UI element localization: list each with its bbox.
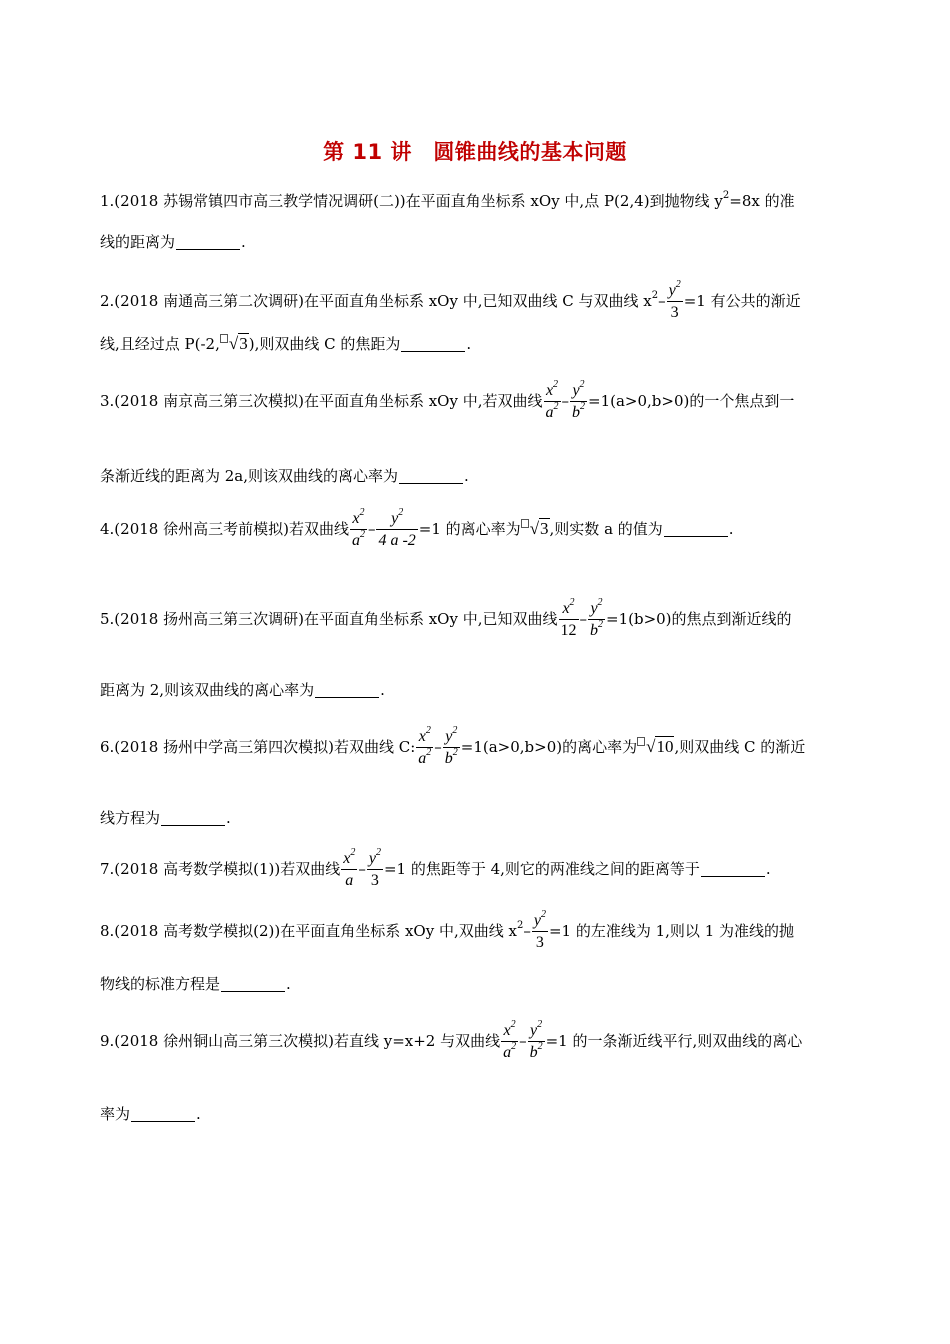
q7-period: . <box>765 860 771 878</box>
q2-exponent: 2 <box>651 290 659 301</box>
q2-frac-den: 3 <box>670 304 679 321</box>
question-2-line-2 <box>100 329 860 359</box>
q9-period: . <box>196 1105 201 1123</box>
q2-frac-num: $y^2$ <box>667 283 683 302</box>
q9-text-2: 率为 <box>100 1105 131 1123</box>
q9-text-end: =1 的一条渐近线平行,则双曲线的离心 <box>545 1032 803 1050</box>
q4-minus: – <box>367 520 376 538</box>
q1-period: . <box>241 233 246 251</box>
q2-text-2: 线,且经过点 P(-2, <box>100 335 220 353</box>
question-8-line-1 <box>100 908 860 954</box>
q4-answer-blank[interactable] <box>664 520 728 537</box>
question-6-line-2 <box>100 803 860 833</box>
q1-text: 1.(2018 苏锡常镇四市高三教学情况调研(二))在平面直角坐标系 xOy 中,点 P(2,4)到抛物线 y <box>100 192 723 210</box>
q7-fraction-2: $\frac{y^2}{3}$ <box>368 847 381 889</box>
q8-answer-blank[interactable] <box>221 975 285 992</box>
q4-placeholder-icon <box>521 519 529 528</box>
q5-text-2: 距离为 2,则该双曲线的离心率为 <box>100 681 315 699</box>
q4-fraction-1: $\frac{x^2}{a^2}$ <box>351 507 365 549</box>
q8-period: . <box>286 975 291 993</box>
question-5-line-1 <box>100 596 860 642</box>
q9-fraction-1: $\frac{x^2}{a^2}$ <box>503 1019 517 1061</box>
q2-period: . <box>466 335 472 353</box>
q5-answer-blank[interactable] <box>315 681 379 698</box>
q8-minus: – <box>523 922 531 940</box>
q2-text: 2.(2018 南通高三第二次调研)在平面直角坐标系 xOy 中,已知双曲线 C 与双曲线 x <box>100 292 652 310</box>
q2-placeholder-icon <box>220 334 228 343</box>
q6-text: 6.(2018 扬州中学高三第四次模拟)若双曲线 C: <box>100 738 416 756</box>
q7-text-end: =1 的焦距等于 4,则它的两准线之间的距离等于 <box>383 860 700 878</box>
q3-text-2: 条渐近线的距离为 2a,则该双曲线的离心率为 <box>100 467 399 485</box>
q4-fraction-2: $\frac{y^2}{4 a -2}$ <box>378 507 416 549</box>
question-4-line-1 <box>100 506 860 552</box>
q6-text-2: 线方程为 <box>100 809 161 827</box>
q6-text-end: ,则双曲线 C 的渐近 <box>674 738 806 756</box>
q5-fraction-2: $\frac{y^2}{b^2}$ <box>590 597 603 639</box>
q7-answer-blank[interactable] <box>701 860 765 877</box>
q7-text: 7.(2018 高考数学模拟(1))若双曲线 <box>100 860 341 878</box>
q2-sqrt: √3 <box>220 329 249 359</box>
q1-exponent: 2 <box>722 190 730 201</box>
q6-period: . <box>226 809 231 827</box>
question-6-line-1 <box>100 724 860 770</box>
question-8-line-2 <box>100 969 860 999</box>
question-5-line-2 <box>100 675 860 705</box>
q1-answer-blank[interactable] <box>176 233 240 250</box>
question-9-line-2 <box>100 1099 860 1129</box>
q4-period: . <box>728 520 734 538</box>
q9-fraction-2: $\frac{y^2}{b^2}$ <box>529 1019 543 1061</box>
q2-answer-blank[interactable] <box>401 335 465 352</box>
q5-period: . <box>380 681 385 699</box>
q8-fraction: $\frac{y^2}{3}$ <box>533 909 546 951</box>
q7-fraction-1: $\frac{x^2}{a}$ <box>343 847 356 889</box>
q3-text-end: =1(a>0,b>0)的一个焦点到一 <box>588 392 795 410</box>
question-1-line-1 <box>100 186 860 216</box>
q4-text-mid: =1 的离心率为 <box>418 520 521 538</box>
q8-text: 8.(2018 高考数学模拟(2))在平面直角坐标系 xOy 中,双曲线 x <box>100 922 517 940</box>
q3-answer-blank[interactable] <box>399 467 463 484</box>
q6-placeholder-icon <box>637 737 645 746</box>
q6-sqrt: √10 <box>637 724 674 770</box>
q2-text-3: ),则双曲线 C 的焦距为 <box>248 335 401 353</box>
q3-period: . <box>464 467 469 485</box>
q8-text-2: 物线的标准方程是 <box>100 975 221 993</box>
q7-minus: – <box>358 860 366 878</box>
question-9-line-1 <box>100 1018 860 1064</box>
q9-minus: – <box>519 1032 527 1050</box>
q4-text-end: ,则实数 a 的值为 <box>549 520 663 538</box>
q3-fraction-2: $\frac{y^2}{b^2}$ <box>572 379 585 421</box>
q6-answer-blank[interactable] <box>161 809 225 826</box>
q3-fraction-1: $\frac{x^2}{a^2}$ <box>545 379 559 421</box>
q1-text-2: 线的距离为 <box>100 233 176 251</box>
q8-exponent: 2 <box>516 920 524 931</box>
q1-text-end: =8x 的准 <box>729 192 795 210</box>
question-2-line-1 <box>100 278 860 324</box>
q2-minus: – <box>658 292 666 310</box>
q5-text: 5.(2018 扬州高三第三次调研)在平面直角坐标系 xOy 中,已知双曲线 <box>100 610 558 628</box>
question-1-line-2 <box>100 227 860 257</box>
q6-fraction-2: $\frac{y^2}{b^2}$ <box>444 725 458 767</box>
q5-minus: – <box>579 610 587 628</box>
question-7-line-1 <box>100 846 860 892</box>
q4-sqrt: √3 <box>521 506 550 552</box>
q6-text-mid: =1(a>0,b>0)的离心率为 <box>460 738 638 756</box>
q8-text-end: =1 的左准线为 1,则以 1 为准线的抛 <box>548 922 795 940</box>
q3-text: 3.(2018 南京高三第三次模拟)在平面直角坐标系 xOy 中,若双曲线 <box>100 392 543 410</box>
q2-text-end: =1 有公共的渐近 <box>683 292 801 310</box>
q4-text: 4.(2018 徐州高三考前模拟)若双曲线 <box>100 520 349 538</box>
q6-fraction-1: $\frac{x^2}{a^2}$ <box>418 725 432 767</box>
q3-minus: – <box>561 392 569 410</box>
question-3-line-2 <box>100 461 860 491</box>
q5-text-end: =1(b>0)的焦点到渐近线的 <box>606 610 792 628</box>
page-title: 第 11 讲 圆锥曲线的基本问题 <box>323 140 627 164</box>
q5-fraction-1: $\frac{x^2}{12}$ <box>560 597 577 639</box>
question-3-line-1 <box>100 378 860 424</box>
q9-answer-blank[interactable] <box>131 1105 195 1122</box>
q9-text: 9.(2018 徐州铜山高三第三次模拟)若直线 y=x+2 与双曲线 <box>100 1032 501 1050</box>
q2-fraction <box>667 279 683 321</box>
q6-minus: – <box>434 738 442 756</box>
